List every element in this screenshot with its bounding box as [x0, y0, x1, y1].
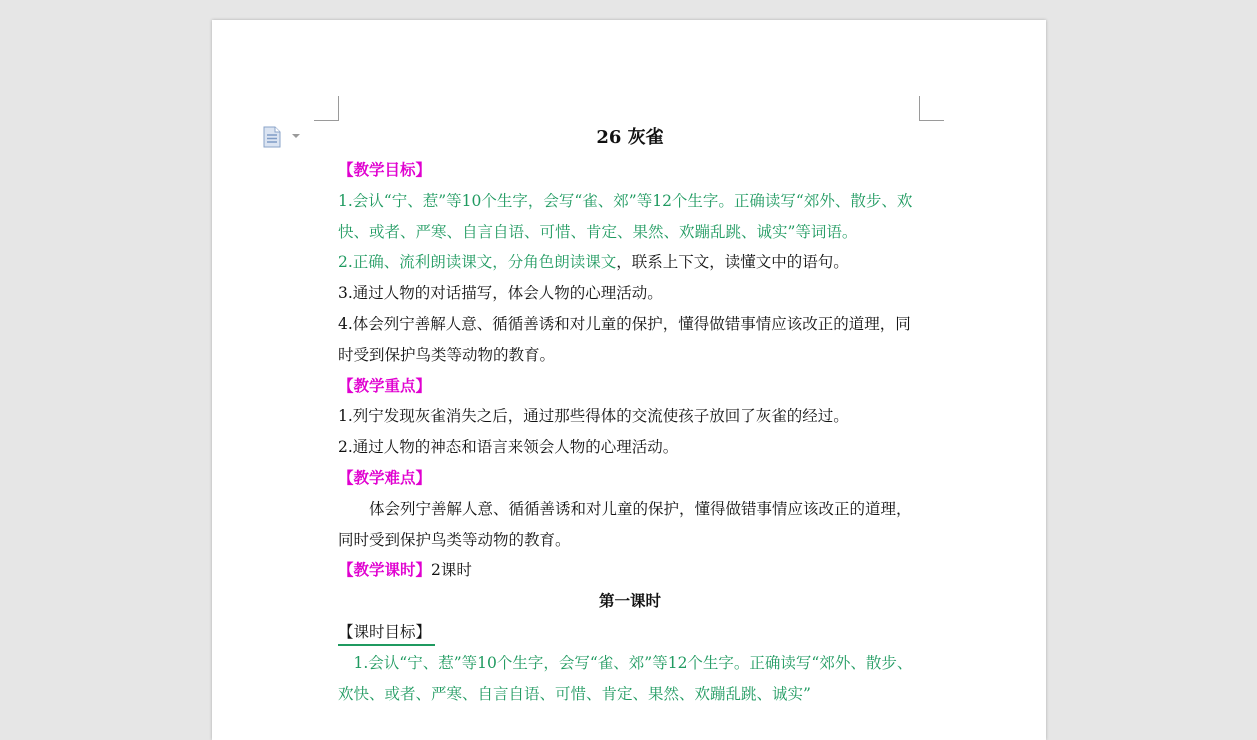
objectives-heading: 【教学目标】	[338, 160, 432, 179]
document-title: 26 灰雀	[596, 127, 664, 148]
difficulty-text: 体会列宁善解人意、循循善诱和对儿童的保护，懂得做错事情应该改正的道理，同时受到保护鸟类等动物的教育。	[338, 499, 912, 549]
document-icon	[263, 126, 303, 148]
objective-2	[338, 247, 922, 278]
key-points-heading: 【教学重点】	[338, 375, 432, 395]
document-page[interactable]	[212, 20, 1046, 740]
lesson-one-title: 第一课时	[598, 591, 661, 611]
paste-options-control[interactable]	[263, 126, 303, 148]
lesson-objectives-heading-line	[338, 617, 922, 648]
objective-3: 3.通过人物的对话描写，体会人物的心理活动。	[338, 284, 663, 303]
teaching-hours	[338, 555, 922, 586]
difficulty-heading: 【教学难点】	[338, 467, 432, 487]
hours-heading: 【教学课时】	[338, 560, 432, 580]
key-point-2: 2.通过人物的神态和语言来领会人物的心理活动。	[338, 438, 679, 457]
objective-2-green-text: 2.正确、流利朗读课文，分角色朗读课文	[338, 253, 617, 272]
lesson-objectives-heading: 【课时目标】	[338, 620, 435, 646]
key-point-1: 1.列宁发现灰雀消失之后，通过那些得体的交流使孩子放回了灰雀的经过。	[338, 407, 849, 426]
hours-value: 2课时	[431, 561, 472, 580]
chevron-down-icon	[292, 134, 300, 138]
lesson-objective-1: 1.会认“宁、惹”等10个生字，会写“雀、郊”等12个生字。正确读写“郊外、散步、欢快、或者、严寒、自言自语、可惜、肯定、果然、欢蹦乱跳、诚实”	[338, 653, 913, 703]
margin-corner-top-right	[919, 96, 944, 121]
objective-2-rest-text: ，联系上下文，读懂文中的语句。	[616, 253, 849, 272]
document-body[interactable]	[338, 120, 922, 709]
objective-4: 4.体会列宁善解人意、循循善诱和对儿童的保护，懂得做错事情应该改正的道理，同时受到保护鸟类等动物的教育。	[338, 314, 911, 364]
margin-corner-top-left	[314, 96, 339, 121]
objective-1: 1.会认“宁、惹”等10个生字，会写“雀、郊”等12个生字。正确读写“郊外、散步、欢快、或者、严寒、自言自语、可惜、肯定、果然、欢蹦乱跳、诚实”等词语。	[338, 191, 913, 241]
